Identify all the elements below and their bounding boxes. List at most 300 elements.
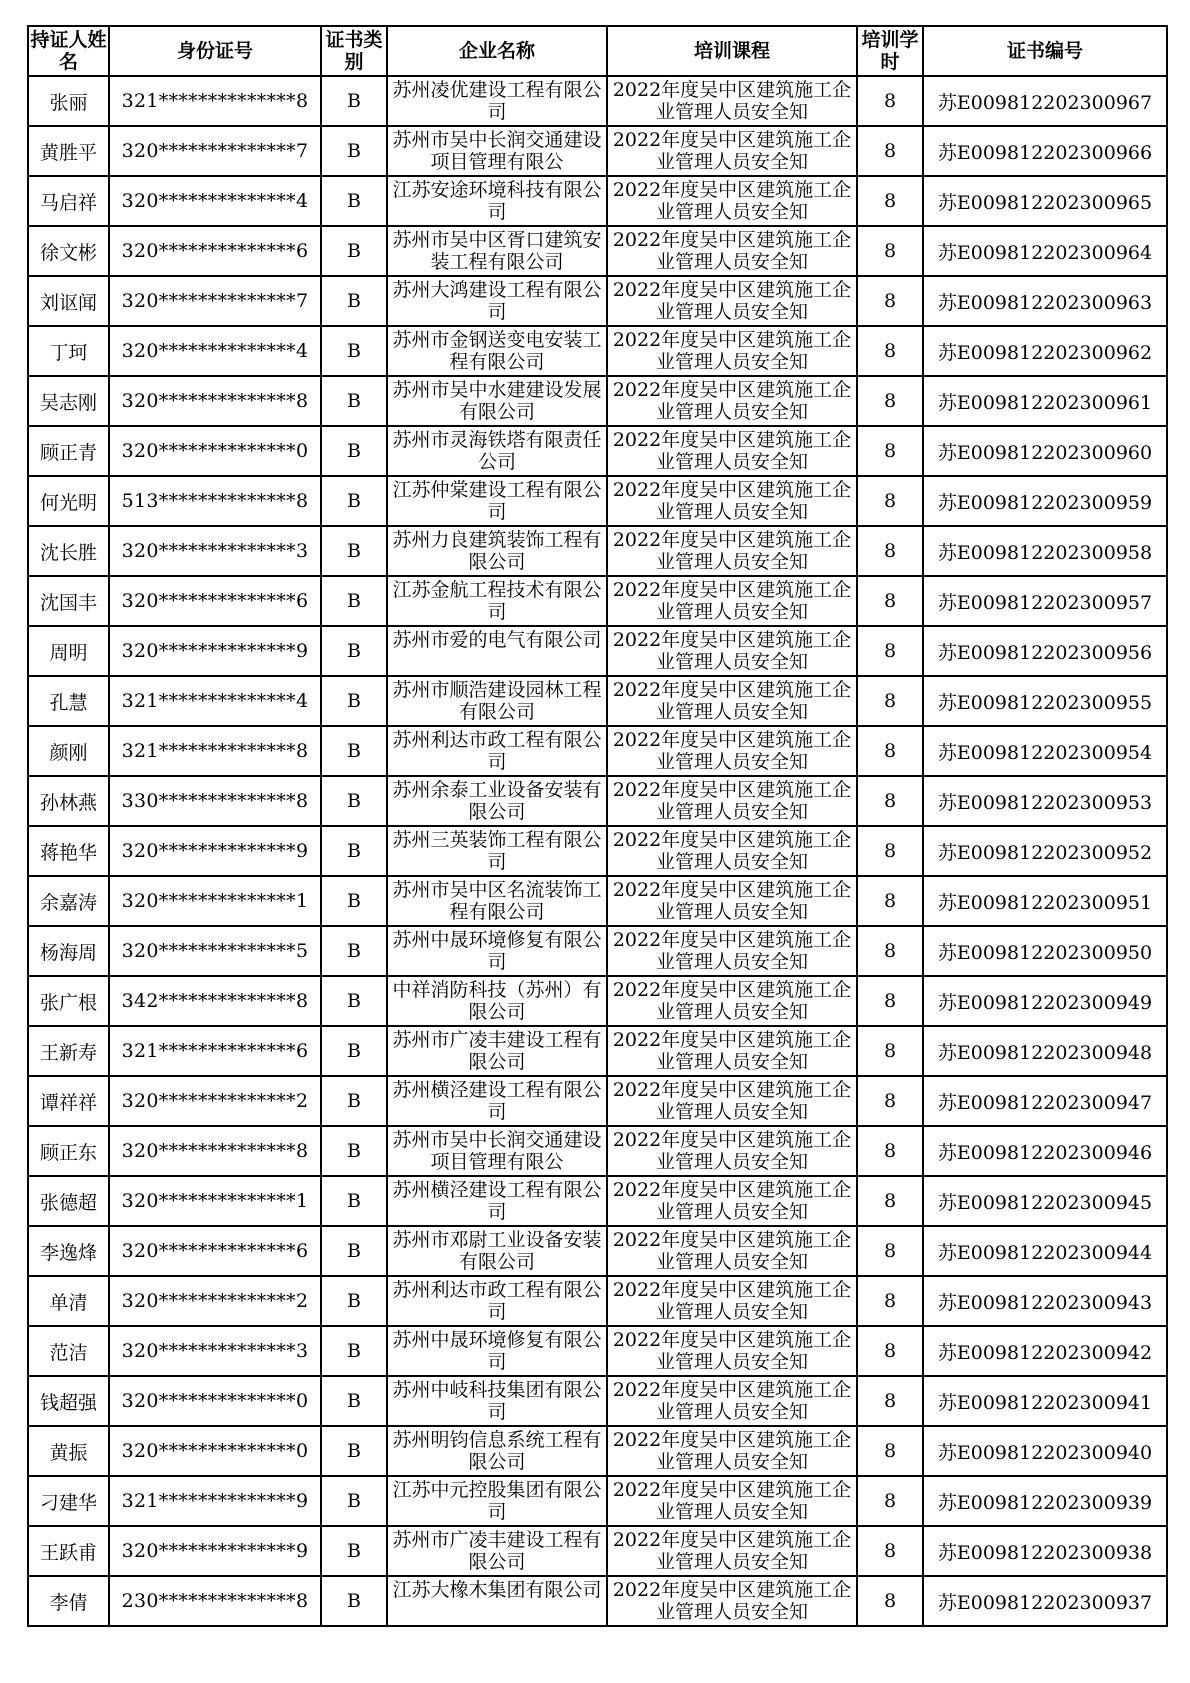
cell-hours: 8 — [857, 1526, 923, 1576]
cell-company-cell — [387, 476, 607, 526]
cell-course: 2022年度吴中区建筑施工企业管理人员安全知 — [612, 1378, 852, 1423]
cell-hours: 8 — [857, 426, 923, 476]
cell-course: 2022年度吴中区建筑施工企业管理人员安全知 — [612, 828, 852, 873]
cell-course: 2022年度吴中区建筑施工企业管理人员安全知 — [612, 678, 852, 723]
cell-cert-number: 苏E009812202300949 — [923, 976, 1167, 1026]
cell-company-cell — [387, 76, 607, 126]
cell-company: 苏州横泾建设工程有限公司 — [392, 1178, 602, 1223]
cell-hours: 8 — [857, 676, 923, 726]
cell-cert-type: B — [321, 1426, 387, 1476]
cell-cert-type: B — [321, 1376, 387, 1426]
cell-name: 顾正东 — [28, 1126, 109, 1176]
table-row — [28, 1576, 1167, 1626]
cell-course: 2022年度吴中区建筑施工企业管理人员安全知 — [612, 628, 852, 673]
cell-hours: 8 — [857, 126, 923, 176]
table-row — [28, 1426, 1167, 1476]
table-row — [28, 176, 1167, 226]
cell-company: 苏州市顺浩建设园林工程有限公司 — [392, 678, 602, 723]
cell-cert-type: B — [321, 76, 387, 126]
cell-course: 2022年度吴中区建筑施工企业管理人员安全知 — [612, 128, 852, 173]
cell-company: 苏州市吴中长润交通建设项目管理有限公 — [392, 128, 602, 173]
cell-name: 张广根 — [28, 976, 109, 1026]
cell-course: 2022年度吴中区建筑施工企业管理人员安全知 — [612, 878, 852, 923]
cell-course: 2022年度吴中区建筑施工企业管理人员安全知 — [612, 378, 852, 423]
cell-company: 苏州中晟环境修复有限公司 — [392, 1328, 602, 1373]
cell-name: 沈长胜 — [28, 526, 109, 576]
cell-id-number: 321**************9 — [109, 1476, 321, 1526]
cell-course-cell — [607, 1476, 857, 1526]
cell-company-cell — [387, 1426, 607, 1476]
cell-company-cell — [387, 276, 607, 326]
cell-name: 谭祥祥 — [28, 1076, 109, 1126]
cell-name: 颜刚 — [28, 726, 109, 776]
cell-name: 钱超强 — [28, 1376, 109, 1426]
cell-course-cell — [607, 626, 857, 676]
cell-company-cell — [387, 776, 607, 826]
cell-company: 江苏中元控股集团有限公司 — [392, 1478, 602, 1523]
cell-course: 2022年度吴中区建筑施工企业管理人员安全知 — [612, 428, 852, 473]
cell-hours: 8 — [857, 176, 923, 226]
cell-id-number: 320**************1 — [109, 1176, 321, 1226]
cell-cert-type: B — [321, 826, 387, 876]
cell-hours: 8 — [857, 776, 923, 826]
cell-name: 顾正青 — [28, 426, 109, 476]
cell-company: 苏州利达市政工程有限公司 — [392, 1278, 602, 1323]
cell-company: 苏州大鸿建设工程有限公司 — [392, 278, 602, 323]
cell-cert-type: B — [321, 1326, 387, 1376]
cell-course: 2022年度吴中区建筑施工企业管理人员安全知 — [612, 928, 852, 973]
certificate-table — [27, 25, 1168, 1627]
header-company: 企业名称 — [387, 26, 607, 76]
cell-name: 李倩 — [28, 1576, 109, 1626]
cell-id-number: 320**************0 — [109, 1426, 321, 1476]
cell-company: 苏州余泰工业设备安装有限公司 — [392, 778, 602, 823]
cell-id-number: 320**************9 — [109, 626, 321, 676]
cell-cert-type: B — [321, 1526, 387, 1576]
cell-name: 徐文彬 — [28, 226, 109, 276]
cell-id-number: 513**************8 — [109, 476, 321, 526]
cell-course: 2022年度吴中区建筑施工企业管理人员安全知 — [612, 1478, 852, 1523]
cell-course: 2022年度吴中区建筑施工企业管理人员安全知 — [612, 228, 852, 273]
cell-name: 余嘉涛 — [28, 876, 109, 926]
cell-company-cell — [387, 226, 607, 276]
table-row — [28, 826, 1167, 876]
cell-hours: 8 — [857, 276, 923, 326]
cell-course: 2022年度吴中区建筑施工企业管理人员安全知 — [612, 1528, 852, 1573]
cell-company-cell — [387, 1326, 607, 1376]
table-row — [28, 1476, 1167, 1526]
cell-name: 周明 — [28, 626, 109, 676]
cell-company: 中祥消防科技（苏州）有限公司 — [392, 978, 602, 1023]
cell-company-cell — [387, 426, 607, 476]
cell-name: 马启祥 — [28, 176, 109, 226]
cell-id-number: 320**************3 — [109, 1326, 321, 1376]
cell-id-number: 320**************6 — [109, 226, 321, 276]
cell-cert-type: B — [321, 476, 387, 526]
cell-hours: 8 — [857, 1176, 923, 1226]
cell-cert-type: B — [321, 626, 387, 676]
cell-course: 2022年度吴中区建筑施工企业管理人员安全知 — [612, 328, 852, 373]
cell-course-cell — [607, 676, 857, 726]
cell-company-cell — [387, 826, 607, 876]
cell-company: 苏州市广凌丰建设工程有限公司 — [392, 1028, 602, 1073]
cell-id-number: 320**************8 — [109, 1126, 321, 1176]
cell-hours: 8 — [857, 1576, 923, 1626]
cell-cert-number: 苏E009812202300937 — [923, 1576, 1167, 1626]
cell-course-cell — [607, 1376, 857, 1426]
cell-cert-number: 苏E009812202300959 — [923, 476, 1167, 526]
cell-course-cell — [607, 176, 857, 226]
cell-hours: 8 — [857, 926, 923, 976]
table-row — [28, 926, 1167, 976]
cell-hours: 8 — [857, 1026, 923, 1076]
table-row — [28, 476, 1167, 526]
cell-hours: 8 — [857, 1476, 923, 1526]
cell-cert-number: 苏E009812202300958 — [923, 526, 1167, 576]
cell-course-cell — [607, 726, 857, 776]
cell-company: 苏州市吴中区胥口建筑安装工程有限公司 — [392, 228, 602, 273]
cell-hours: 8 — [857, 976, 923, 1026]
cell-course: 2022年度吴中区建筑施工企业管理人员安全知 — [612, 1328, 852, 1373]
cell-id-number: 321**************6 — [109, 1026, 321, 1076]
cell-hours: 8 — [857, 476, 923, 526]
cell-course: 2022年度吴中区建筑施工企业管理人员安全知 — [612, 978, 852, 1023]
cell-course-cell — [607, 1176, 857, 1226]
cell-cert-number: 苏E009812202300940 — [923, 1426, 1167, 1476]
cell-course: 2022年度吴中区建筑施工企业管理人员安全知 — [612, 78, 852, 123]
table-row — [28, 526, 1167, 576]
cell-hours: 8 — [857, 1226, 923, 1276]
cell-cert-type: B — [321, 376, 387, 426]
cell-company: 江苏安途环境科技有限公司 — [392, 178, 602, 223]
cell-cert-number: 苏E009812202300953 — [923, 776, 1167, 826]
cell-cert-type: B — [321, 876, 387, 926]
table-row — [28, 376, 1167, 426]
cell-course-cell — [607, 1026, 857, 1076]
cell-hours: 8 — [857, 1376, 923, 1426]
cell-cert-type: B — [321, 276, 387, 326]
cell-cert-number: 苏E009812202300945 — [923, 1176, 1167, 1226]
cell-cert-type: B — [321, 776, 387, 826]
cell-cert-number: 苏E009812202300956 — [923, 626, 1167, 676]
cell-company: 苏州凌优建设工程有限公司 — [392, 78, 602, 123]
cell-name: 单清 — [28, 1276, 109, 1326]
cell-company: 苏州市吴中区名流装饰工程有限公司 — [392, 878, 602, 923]
cell-cert-type: B — [321, 1476, 387, 1526]
table-row — [28, 1326, 1167, 1376]
cell-course-cell — [607, 426, 857, 476]
cell-hours: 8 — [857, 376, 923, 426]
table-row — [28, 1076, 1167, 1126]
cell-cert-type: B — [321, 126, 387, 176]
cell-course: 2022年度吴中区建筑施工企业管理人员安全知 — [612, 278, 852, 323]
cell-company: 苏州市灵海铁塔有限责任公司 — [392, 428, 602, 473]
table-row — [28, 76, 1167, 126]
cell-course-cell — [607, 76, 857, 126]
cell-name: 刘讴闻 — [28, 276, 109, 326]
cell-id-number: 320**************2 — [109, 1076, 321, 1126]
cell-id-number: 321**************8 — [109, 726, 321, 776]
cell-course: 2022年度吴中区建筑施工企业管理人员安全知 — [612, 178, 852, 223]
cell-course-cell — [607, 476, 857, 526]
cell-id-number: 320**************6 — [109, 1226, 321, 1276]
cell-hours: 8 — [857, 226, 923, 276]
cell-company-cell — [387, 926, 607, 976]
cell-course-cell — [607, 276, 857, 326]
cell-company-cell — [387, 576, 607, 626]
cell-course: 2022年度吴中区建筑施工企业管理人员安全知 — [612, 528, 852, 573]
cell-cert-number: 苏E009812202300957 — [923, 576, 1167, 626]
cell-cert-number: 苏E009812202300947 — [923, 1076, 1167, 1126]
cell-company-cell — [387, 1176, 607, 1226]
cell-course: 2022年度吴中区建筑施工企业管理人员安全知 — [612, 1078, 852, 1123]
table-row — [28, 1176, 1167, 1226]
cell-id-number: 320**************0 — [109, 426, 321, 476]
cell-company: 苏州利达市政工程有限公司 — [392, 728, 602, 773]
cell-id-number: 320**************1 — [109, 876, 321, 926]
cell-company: 苏州力良建筑装饰工程有限公司 — [392, 528, 602, 573]
cell-name: 杨海周 — [28, 926, 109, 976]
cell-cert-type: B — [321, 1226, 387, 1276]
cell-company-cell — [387, 1276, 607, 1326]
cell-hours: 8 — [857, 626, 923, 676]
cell-id-number: 320**************8 — [109, 376, 321, 426]
table-row — [28, 626, 1167, 676]
cell-course-cell — [607, 1426, 857, 1476]
cell-course: 2022年度吴中区建筑施工企业管理人员安全知 — [612, 1178, 852, 1223]
cell-course-cell — [607, 1226, 857, 1276]
cell-cert-number: 苏E009812202300966 — [923, 126, 1167, 176]
cell-id-number: 320**************6 — [109, 576, 321, 626]
cell-hours: 8 — [857, 1326, 923, 1376]
cell-course-cell — [607, 226, 857, 276]
cell-company-cell — [387, 126, 607, 176]
cell-course-cell — [607, 1126, 857, 1176]
cell-name: 蒋艳华 — [28, 826, 109, 876]
cell-cert-number: 苏E009812202300938 — [923, 1526, 1167, 1576]
cell-cert-type: B — [321, 926, 387, 976]
cell-company-cell — [387, 1026, 607, 1076]
cell-company-cell — [387, 176, 607, 226]
table-row — [28, 676, 1167, 726]
cell-name: 黄胜平 — [28, 126, 109, 176]
cell-cert-number: 苏E009812202300961 — [923, 376, 1167, 426]
cell-cert-number: 苏E009812202300967 — [923, 76, 1167, 126]
cell-cert-type: B — [321, 326, 387, 376]
cell-cert-number: 苏E009812202300948 — [923, 1026, 1167, 1076]
cell-cert-type: B — [321, 226, 387, 276]
cell-company-cell — [387, 876, 607, 926]
cell-cert-type: B — [321, 1176, 387, 1226]
cell-hours: 8 — [857, 326, 923, 376]
cell-id-number: 320**************4 — [109, 176, 321, 226]
cell-cert-number: 苏E009812202300941 — [923, 1376, 1167, 1426]
cell-id-number: 320**************9 — [109, 1526, 321, 1576]
table-row — [28, 1526, 1167, 1576]
cell-cert-type: B — [321, 176, 387, 226]
cell-id-number: 230**************8 — [109, 1576, 321, 1626]
cell-company: 江苏仲棠建设工程有限公司 — [392, 478, 602, 523]
cell-company: 苏州中岐科技集团有限公司 — [392, 1378, 602, 1423]
cell-company: 江苏大橡木集团有限公司 — [392, 1578, 602, 1601]
cell-name: 孔慧 — [28, 676, 109, 726]
cell-course-cell — [607, 1076, 857, 1126]
cell-company-cell — [387, 526, 607, 576]
cell-cert-type: B — [321, 1126, 387, 1176]
cell-company-cell — [387, 1576, 607, 1626]
cell-name: 何光明 — [28, 476, 109, 526]
cell-course-cell — [607, 776, 857, 826]
table-row — [28, 726, 1167, 776]
cell-name: 丁珂 — [28, 326, 109, 376]
cell-id-number: 320**************2 — [109, 1276, 321, 1326]
cell-course: 2022年度吴中区建筑施工企业管理人员安全知 — [612, 1428, 852, 1473]
cell-cert-number: 苏E009812202300965 — [923, 176, 1167, 226]
cell-course: 2022年度吴中区建筑施工企业管理人员安全知 — [612, 1028, 852, 1073]
cell-id-number: 320**************5 — [109, 926, 321, 976]
cell-company-cell — [387, 1376, 607, 1426]
cell-cert-number: 苏E009812202300943 — [923, 1276, 1167, 1326]
cell-course: 2022年度吴中区建筑施工企业管理人员安全知 — [612, 1278, 852, 1323]
cell-id-number: 342**************8 — [109, 976, 321, 1026]
cell-company: 苏州三英装饰工程有限公司 — [392, 828, 602, 873]
table-row — [28, 876, 1167, 926]
cell-name: 张丽 — [28, 76, 109, 126]
table-row — [28, 576, 1167, 626]
cell-course: 2022年度吴中区建筑施工企业管理人员安全知 — [612, 778, 852, 823]
table-row — [28, 426, 1167, 476]
cell-cert-number: 苏E009812202300951 — [923, 876, 1167, 926]
cell-course: 2022年度吴中区建筑施工企业管理人员安全知 — [612, 1228, 852, 1273]
cell-id-number: 320**************0 — [109, 1376, 321, 1426]
cell-name: 李逸烽 — [28, 1226, 109, 1276]
header-id: 身份证号 — [109, 26, 321, 76]
cell-name: 孙林燕 — [28, 776, 109, 826]
cell-cert-number: 苏E009812202300950 — [923, 926, 1167, 976]
cell-hours: 8 — [857, 1126, 923, 1176]
cell-company: 苏州中晟环境修复有限公司 — [392, 928, 602, 973]
cell-company-cell — [387, 676, 607, 726]
cell-id-number: 320**************7 — [109, 276, 321, 326]
cell-company-cell — [387, 376, 607, 426]
cell-course-cell — [607, 526, 857, 576]
cell-company: 苏州市邓尉工业设备安装有限公司 — [392, 1228, 602, 1273]
cell-course-cell — [607, 1326, 857, 1376]
cell-cert-type: B — [321, 1076, 387, 1126]
table-row — [28, 226, 1167, 276]
cell-name: 刁建华 — [28, 1476, 109, 1526]
cell-cert-number: 苏E009812202300942 — [923, 1326, 1167, 1376]
cell-course-cell — [607, 926, 857, 976]
table-row — [28, 1026, 1167, 1076]
cell-id-number: 321**************8 — [109, 76, 321, 126]
cell-company-cell — [387, 326, 607, 376]
cell-company: 苏州横泾建设工程有限公司 — [392, 1078, 602, 1123]
table-row — [28, 126, 1167, 176]
cell-course: 2022年度吴中区建筑施工企业管理人员安全知 — [612, 1128, 852, 1173]
cell-hours: 8 — [857, 1276, 923, 1326]
cell-company-cell — [387, 976, 607, 1026]
cell-id-number: 320**************9 — [109, 826, 321, 876]
cell-hours: 8 — [857, 1426, 923, 1476]
cell-cert-number: 苏E009812202300955 — [923, 676, 1167, 726]
table-row — [28, 1376, 1167, 1426]
cell-name: 吴志刚 — [28, 376, 109, 426]
cell-company-cell — [387, 1126, 607, 1176]
cell-company-cell — [387, 1226, 607, 1276]
cell-course: 2022年度吴中区建筑施工企业管理人员安全知 — [612, 728, 852, 773]
cell-id-number: 320**************7 — [109, 126, 321, 176]
cell-company-cell — [387, 1476, 607, 1526]
table-row — [28, 326, 1167, 376]
cell-course-cell — [607, 1526, 857, 1576]
cell-hours: 8 — [857, 76, 923, 126]
header-cert-no: 证书编号 — [923, 26, 1167, 76]
cell-hours: 8 — [857, 576, 923, 626]
cell-cert-number: 苏E009812202300952 — [923, 826, 1167, 876]
header-row — [28, 26, 1167, 76]
cell-company-cell — [387, 1076, 607, 1126]
cell-cert-type: B — [321, 726, 387, 776]
table-body — [28, 76, 1167, 1626]
cell-course: 2022年度吴中区建筑施工企业管理人员安全知 — [612, 478, 852, 523]
table-row — [28, 1276, 1167, 1326]
cell-course: 2022年度吴中区建筑施工企业管理人员安全知 — [612, 578, 852, 623]
cell-cert-number: 苏E009812202300944 — [923, 1226, 1167, 1276]
cell-cert-type: B — [321, 976, 387, 1026]
cell-company-cell — [387, 1526, 607, 1576]
cell-hours: 8 — [857, 726, 923, 776]
header-hours: 培训学时 — [857, 26, 923, 76]
cell-company: 苏州市广凌丰建设工程有限公司 — [392, 1528, 602, 1573]
cell-company: 苏州明钧信息系统工程有限公司 — [392, 1428, 602, 1473]
table-row — [28, 776, 1167, 826]
cell-name: 王新寿 — [28, 1026, 109, 1076]
cell-course-cell — [607, 876, 857, 926]
header-name: 持证人姓名 — [28, 26, 109, 76]
table-header — [28, 26, 1167, 76]
cell-cert-number: 苏E009812202300939 — [923, 1476, 1167, 1526]
cell-cert-type: B — [321, 1026, 387, 1076]
cell-name: 范洁 — [28, 1326, 109, 1376]
cell-course-cell — [607, 126, 857, 176]
cell-course-cell — [607, 826, 857, 876]
cell-cert-type: B — [321, 526, 387, 576]
cell-name: 张德超 — [28, 1176, 109, 1226]
cell-cert-type: B — [321, 576, 387, 626]
table-row — [28, 1226, 1167, 1276]
cell-hours: 8 — [857, 876, 923, 926]
table-row — [28, 1126, 1167, 1176]
cell-course-cell — [607, 576, 857, 626]
cell-cert-type: B — [321, 676, 387, 726]
header-cert-type: 证书类别 — [321, 26, 387, 76]
cell-cert-number: 苏E009812202300954 — [923, 726, 1167, 776]
cell-company-cell — [387, 726, 607, 776]
cell-hours: 8 — [857, 1076, 923, 1126]
cell-cert-number: 苏E009812202300962 — [923, 326, 1167, 376]
cell-company: 江苏金航工程技术有限公司 — [392, 578, 602, 623]
cell-hours: 8 — [857, 526, 923, 576]
cell-cert-type: B — [321, 426, 387, 476]
cell-name: 王跃甫 — [28, 1526, 109, 1576]
cell-course-cell — [607, 976, 857, 1026]
cell-cert-number: 苏E009812202300960 — [923, 426, 1167, 476]
cell-course-cell — [607, 1576, 857, 1626]
header-course: 培训课程 — [607, 26, 857, 76]
cell-id-number: 320**************4 — [109, 326, 321, 376]
cell-id-number: 321**************4 — [109, 676, 321, 726]
